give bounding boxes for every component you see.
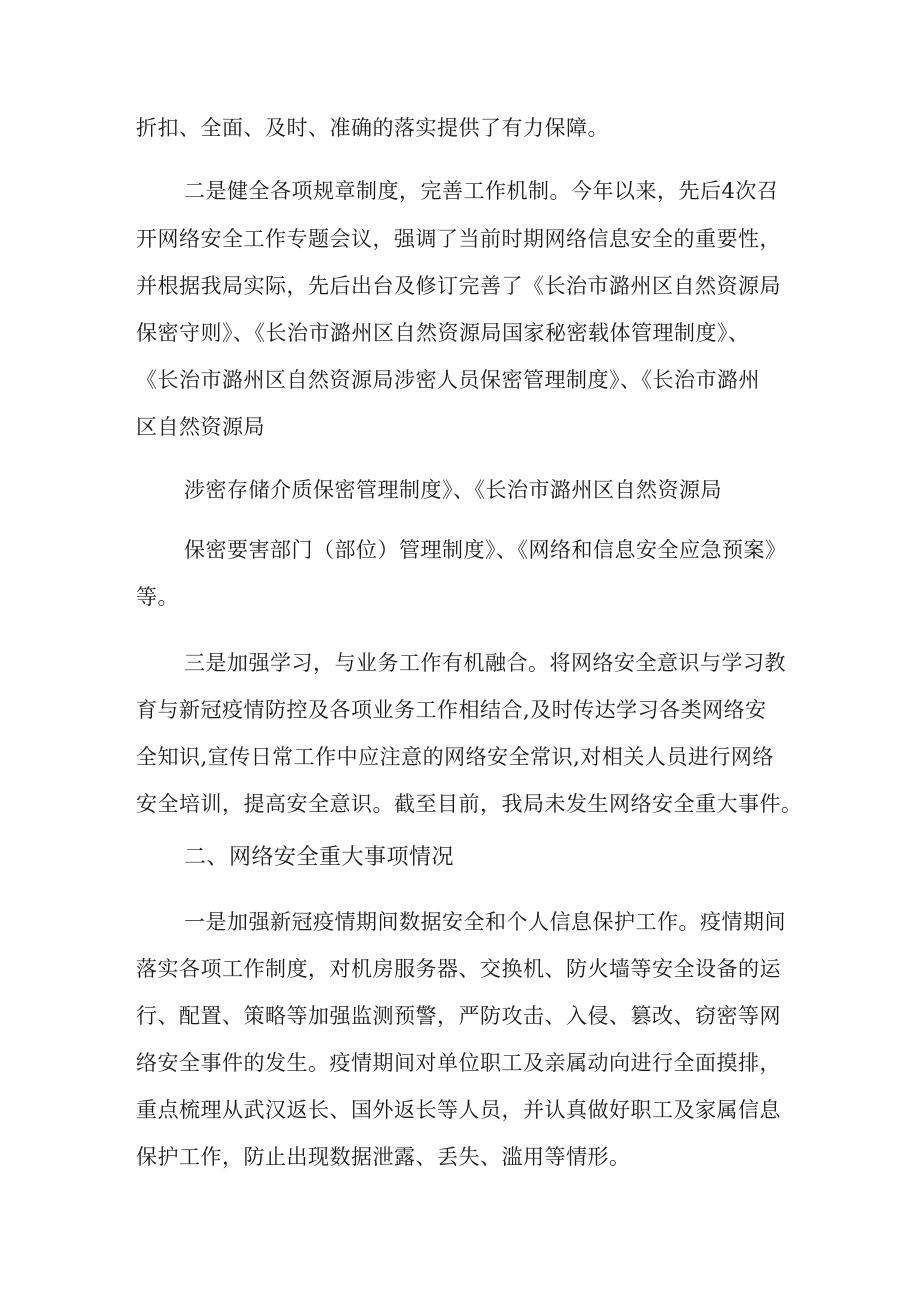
paragraph-line: 二是健全各项规章制度，完善工作机制。今年以来，先后4次召 (184, 179, 779, 203)
paragraph-line: 折扣、全面、及时、准确的落实提供了有力保障。 (136, 116, 609, 140)
paragraph-line: 保护工作，防止出现数据泄露、丢失、滥用等情形。 (136, 1145, 631, 1169)
paragraph-line: 开网络安全工作专题会议，强调了当前时期网络信息安全的重要性， (136, 227, 781, 251)
paragraph-line: 育与新冠疫情防控及各项业务工作相结合,及时传达学习各类网络安 (136, 698, 767, 722)
paragraph-line: 一是加强新冠疫情期间数据安全和个人信息保护工作。疫情期间 (184, 910, 786, 934)
paragraph-line: 三是加强学习，与业务工作有机融合。将网络安全意识与学习教 (184, 651, 786, 675)
paragraph-line: 行、配置、策略等加强监测预警，严防攻击、入侵、篡改、窃密等网 (136, 1004, 781, 1028)
paragraph-line: 落实各项工作制度，对机房服务器、交换机、防火墙等安全设备的运 (136, 957, 781, 981)
paragraph-line: 安全培训，提高安全意识。截至目前，我局未发生网络安全重大事件。 (136, 792, 803, 816)
paragraph-line: 络安全事件的发生。疫情期间对单位职工及亲属动向进行全面摸排， (136, 1051, 781, 1075)
paragraph-line: 保密要害部门（部位）管理制度》、《网络和信息安全应急预案》 (184, 538, 787, 562)
paragraph-line: 等。 (136, 585, 179, 609)
paragraph-line: 涉密存储介质保密管理制度》、《长治市潞州区自然资源局 (184, 478, 722, 502)
paragraph-line: 《长治市潞州区自然资源局涉密人员保密管理制度》、《长治市潞州 (136, 368, 760, 392)
paragraph-line: 并根据我局实际，先后出台及修订完善了《长治市潞州区自然资源局 (136, 274, 781, 298)
paragraph-line: 区自然资源局 (136, 415, 265, 439)
paragraph-line: 全知识,宣传日常工作中应注意的网络安全常识,对相关人员进行网络 (136, 745, 774, 769)
paragraph-line: 保密守则》、《长治市潞州区自然资源局国家秘密载体管理制度》、 (136, 321, 750, 345)
paragraph-line: 重点梳理从武汉返长、国外返长等人员，并认真做好职工及家属信息 (136, 1098, 781, 1122)
section-heading: 二、网络安全重大事项情况 (184, 845, 455, 870)
